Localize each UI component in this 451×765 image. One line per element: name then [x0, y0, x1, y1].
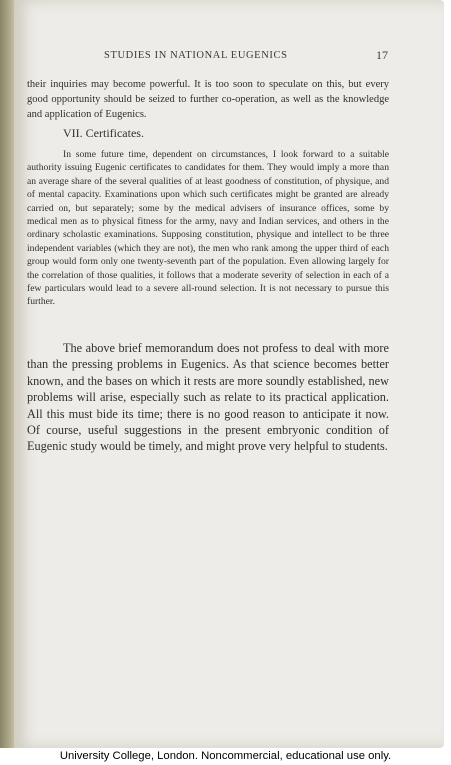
- paragraph-intro: their inquiries may become powerful. It is too soon to speculate on this, but every good opportunity should be seized to further co-operation, as well as the knowledge and application of Eugenics.: [27, 79, 389, 120]
- section-heading: VII. Certificates.: [63, 126, 144, 140]
- archive-caption: University College, London. Noncommercial, educational use only.: [59, 750, 392, 762]
- running-head: STUDIES IN NATIONAL EUGENICS: [104, 50, 288, 61]
- paragraph-closing: The above brief memorandum does not profess to deal with more than the pressing problems in Eugenics. As that science becomes better known, and the bases on which it rests are more soundly established, new problems will arise, especially such as relate to its practical application. All this must bide its time; there is no good reason to anticipate it now. Of course, useful suggestions in the present embryonic condition of Eugenic study would be timely, and might prove very helpful to students.: [27, 341, 389, 454]
- paragraph-certificates: In some future time, dependent on circumstances, I look forward to a suitable authority issuing Eugenic certificates to candidates for them. They would imply a more than an average share of the several qualities of at least goodness of constitution, of physique, and of mental capacity. Examinations upon which such certificates might be granted are already carried on, but separately; some by the medical advisers of insurance offices, some by medical men as to physical fitness for the army, navy and Indian services, and others in the ordinary scholastic examinations. Supposing constitution, physique and intellect to be three independent variables (which they are not), the men who rank among the upper third of each group would form only one twenty-seventh part of the population. Even allowing largely for the correlation of those qualities, it follows that a moderate severity of selection in each of a few particulars would lead to a severe all-round selection. It is not necessary to pursue this further.: [27, 149, 389, 308]
- page-number: 17: [376, 48, 388, 62]
